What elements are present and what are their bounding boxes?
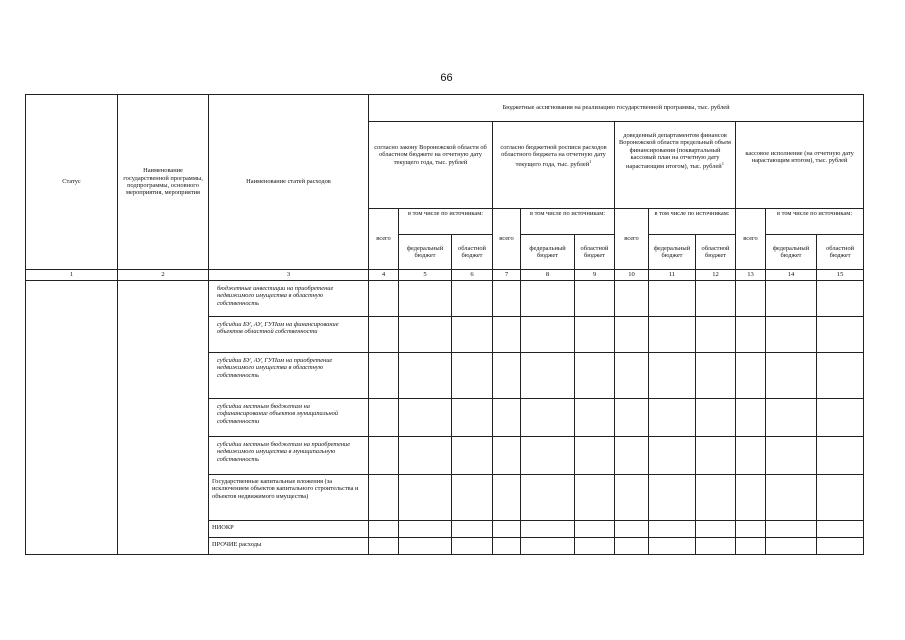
header-group-cash-execution: кассовое исполнение (на отчетную дату нарастающим итогом), тыс. рублей <box>736 122 864 209</box>
header-regional: областной бюджет <box>817 235 864 270</box>
header-group-financing-limit: доведенный департаментом финансов Воронежской области предельный объем финансирования (поквартальный кассовый план на отчетную дату нарастающим итогом), тыс. рублей$^1$ <box>615 122 736 209</box>
header-by-sources: в том числе по источникам: <box>521 209 615 235</box>
header-federal: федеральный бюджет <box>399 235 452 270</box>
header-total: всего <box>369 209 399 270</box>
column-number: 3 <box>209 270 369 281</box>
column-number: 6 <box>452 270 493 281</box>
column-number: 13 <box>736 270 766 281</box>
header-federal: федеральный бюджет <box>521 235 575 270</box>
column-number: 5 <box>399 270 452 281</box>
expense-item-cell: субсидии местным бюджетам на софинансирование объектов муниципальной собственности <box>209 399 369 437</box>
column-number: 4 <box>369 270 399 281</box>
header-by-sources: в том числе по источникам: <box>399 209 493 235</box>
column-number: 15 <box>817 270 864 281</box>
column-number: 14 <box>766 270 817 281</box>
status-cell <box>26 281 118 555</box>
column-number: 12 <box>696 270 736 281</box>
column-number: 10 <box>615 270 649 281</box>
header-federal: федеральный бюджет <box>766 235 817 270</box>
expense-item-cell: субсидии местным бюджетам на приобретение недвижимого имущества в муниципальную собственность <box>209 437 369 475</box>
header-regional: областной бюджет <box>575 235 615 270</box>
header-total: всего <box>615 209 649 270</box>
header-federal: федеральный бюджет <box>649 235 696 270</box>
column-number: 11 <box>649 270 696 281</box>
column-number: 7 <box>493 270 521 281</box>
header-regional: областной бюджет <box>452 235 493 270</box>
header-total: всего <box>736 209 766 270</box>
header-budget-allocations: Бюджетные ассигнования на реализацию государственной программы, тыс. рублей <box>369 95 864 122</box>
program-name-cell <box>118 281 209 555</box>
column-number: 8 <box>521 270 575 281</box>
header-by-sources: в том числе по источникам: <box>766 209 864 235</box>
table-row <box>26 281 864 317</box>
expense-item-cell: бюджетные инвестиции на приобретение недвижимого имущества в областную собственность <box>209 281 369 317</box>
expense-item-cell: ПРОЧИЕ расходы <box>209 538 369 555</box>
column-number: 9 <box>575 270 615 281</box>
expense-item-cell: НИОКР <box>209 521 369 538</box>
header-group-law: согласно закону Воронежской области об областном бюджете на отчетную дату текущего года, тыс. рублей <box>369 122 493 209</box>
column-numbers-row <box>26 270 864 281</box>
expense-item-cell: субсидии БУ, АУ, ГУПам на приобретение недвижимого имущества в областную собственность <box>209 353 369 399</box>
expense-item-cell: субсидии БУ, АУ, ГУПам на финансирование объектов областной собственности <box>209 317 369 353</box>
column-number: 1 <box>26 270 118 281</box>
header-program-name: Наименование государственной программы, подпрограммы, основного мероприятия, мероприятия <box>118 95 209 270</box>
budget-table <box>25 94 864 555</box>
expense-item-cell: Государственные капитальные вложения (за исключением объектов капитального строительства и объектов недвижимого имущества) <box>209 475 369 521</box>
column-number: 2 <box>118 270 209 281</box>
header-total: всего <box>493 209 521 270</box>
header-status: Статус <box>26 95 118 270</box>
page-number: 66 <box>440 72 453 84</box>
header-regional: областной бюджет <box>696 235 736 270</box>
header-by-sources: в том числе по источникам: <box>649 209 736 235</box>
header-expense-item: Наименование статей расходов <box>209 95 369 270</box>
header-group-budget-list: согласно бюджетной росписи расходов областного бюджета на отчетную дату текущего года, тыс. рублей$^1$ <box>493 122 615 209</box>
